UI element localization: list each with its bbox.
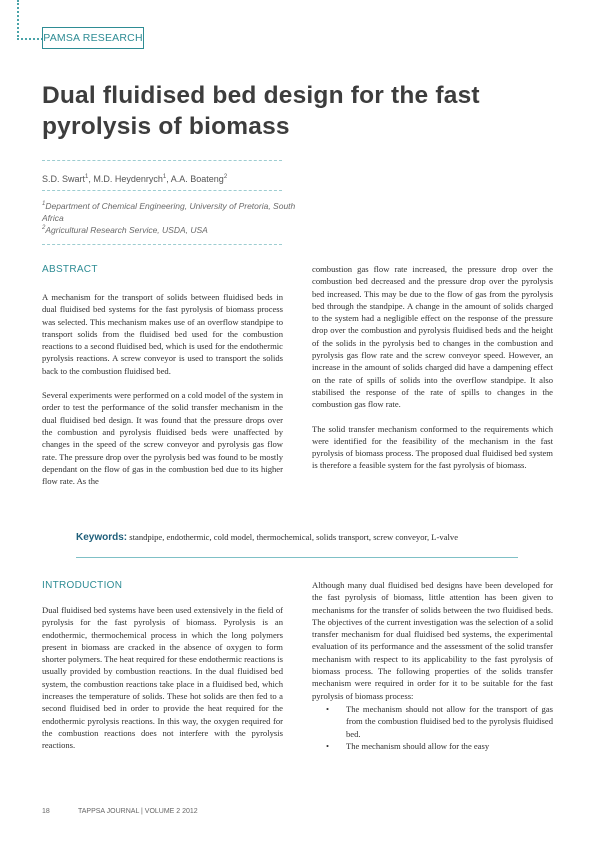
keywords-text: standpipe, endothermic, cold model, thermochemical, solids transport, screw conveyor, L-valve bbox=[129, 532, 459, 542]
abstract-paragraph: A mechanism for the transport of solids between fluidised beds in dual fluidised bed systems for the fast pyrolysis of biomass process was selected. This mechanism makes use of an overflow standpipe to transport solids from the fluidised bed used for the combustion reactions to a second fluidised bed, which is used for the endothermic pyrolysis reactions. A screw conveyor is used to transport the solids back to the combustion fluidised bed. bbox=[42, 292, 283, 376]
affiliation-divider bbox=[42, 244, 282, 245]
affiliation-text: Agricultural Research Service, USDA, USA bbox=[45, 224, 208, 235]
article-title: Dual fluidised bed design for the fast pyrolysis of biomass bbox=[42, 82, 480, 140]
title-divider bbox=[42, 160, 282, 161]
section-tag: PAMSA RESEARCH bbox=[42, 27, 144, 49]
requirements-list bbox=[312, 703, 553, 752]
list-item-text: The mechanism should allow for the easy bbox=[346, 740, 490, 751]
introduction-left-column bbox=[42, 604, 283, 764]
author-affil-mark: 1 bbox=[85, 174, 89, 180]
author-list: S.D. Swart$^1$, M.D. Heydenrych$^1$, A.A. Boateng$^2$ bbox=[42, 174, 228, 184]
author-name: M.D. Heydenrych bbox=[93, 174, 163, 184]
list-item bbox=[311, 703, 553, 740]
abstract-paragraph: combustion gas flow rate increased, the pressure drop over the combustion bed decreased and the pressure drop over the pyrolysis bed increased. This may be due to the flow of gas from the pyrolysis bed through the standpipe. A change in the amount of solids charged to the system had a negligible effect on the response of the pressure drop over the combustion and pyrolysis fluidised beds and the height of the solids in the pyrolysis bed to changes in the combustion and pyrolysis gas flow rate and the screw conveyor speed. However, an increase in the amount of solids charged did have a dampening effect on the rate of spills of solids into the overflow standpipe. It also stabilised the response of the rate of spills to changes in the combustion gas flow rate. bbox=[312, 264, 553, 410]
keywords-divider bbox=[76, 557, 518, 558]
abstract-right-column bbox=[312, 263, 553, 484]
affiliation-mark: 1 bbox=[42, 201, 46, 207]
bullet-icon: • bbox=[326, 703, 330, 714]
author-name: S.D. Swart bbox=[42, 174, 86, 184]
author-name: A.A. Boateng bbox=[170, 174, 224, 184]
list-item bbox=[311, 740, 553, 752]
introduction-paragraph: Although many dual fluidised bed designs have been developed for the fast pyrolysis of biomass, little attention has been given to mechanisms for the transfer of solids between the two fluidised beds. The objectives of the current investigation was the selection of a solid transfer mechanism for dual fluidised bed systems, the experimental evaluation of its performance and the assessment of the solid transfer mechanism with respect to its applicability to the fast pyrolysis of biomass process. The following properties of the solids transfer mechanism were required in order for it to be suitable for the fast pyrolysis of biomass process: bbox=[312, 580, 553, 701]
list-item-text: The mechanism should not allow for the transport of gas from the combustion fluidised bed to the pyrolysis fluidised bed. bbox=[346, 703, 553, 739]
affiliation-mark: 2 bbox=[42, 225, 46, 231]
abstract-left-column bbox=[42, 291, 283, 499]
page-footer bbox=[42, 808, 302, 815]
affiliation-text: Department of Chemical Engineering, University of Pretoria, South Africa bbox=[42, 200, 296, 223]
author-affil-mark: 2 bbox=[223, 174, 228, 180]
page-number: 18 bbox=[42, 808, 50, 815]
abstract-paragraph: Several experiments were performed on a cold model of the system in order to test the performance of the solid transfer mechanism in the dual fluidised bed design. It was found that the pressure drops over the combustion and pyrolysis fluidised beds were unaffected by changes in the speed of the screw conveyor and pyrolysis gas flow rate. The pressure drop over the pyrolysis bed was found to be mostly dependant on the flow of gas in the combustion bed due to its higher flow rate. As the bbox=[42, 390, 283, 487]
keywords-line bbox=[76, 532, 546, 543]
keywords-label: Keywords: bbox=[76, 532, 128, 543]
authors-divider bbox=[42, 190, 282, 191]
abstract-heading: ABSTRACT bbox=[42, 264, 98, 275]
affiliation bbox=[42, 222, 302, 236]
journal-name: TAPPSA JOURNAL | VOLUME 2 2012 bbox=[78, 808, 198, 815]
bullet-icon: • bbox=[326, 740, 330, 751]
abstract-paragraph: The solid transfer mechanism conformed to the requirements which were identified for the feasibility of the mechanism in the fast pyrolysis of biomass process. The proposed dual fluidised bed system is therefore a feasible system for the fast pyrolysis of biomass. bbox=[312, 423, 553, 471]
introduction-heading: INTRODUCTION bbox=[42, 580, 123, 591]
author-affil-mark: 1 bbox=[162, 174, 167, 180]
corner-dotted-frame bbox=[17, 0, 43, 40]
affiliation bbox=[42, 198, 302, 224]
introduction-right-column bbox=[312, 579, 553, 752]
introduction-paragraph: Dual fluidised bed systems have been used extensively in the field of pyrolysis for the fast pyrolysis of biomass. Pyrolysis is an endothermic, thermochemical process in which the long polymers present in biomass are cracked in the absence of oxygen to form shorter polymers. The heat required for these endothermic reactions is usually provided by combustion reactions. In the dual fluidised bed system, the combustion reactions take place in a fluidised bed, which increases the temperature of solids. These hot solids are then fed to a second fluidised bed in order to provide the heat required for the endothermic pyrolysis reactions. In this way, the oxygen required for the combustion reactions does not interfere with the pyrolysis reactions. bbox=[42, 605, 283, 751]
